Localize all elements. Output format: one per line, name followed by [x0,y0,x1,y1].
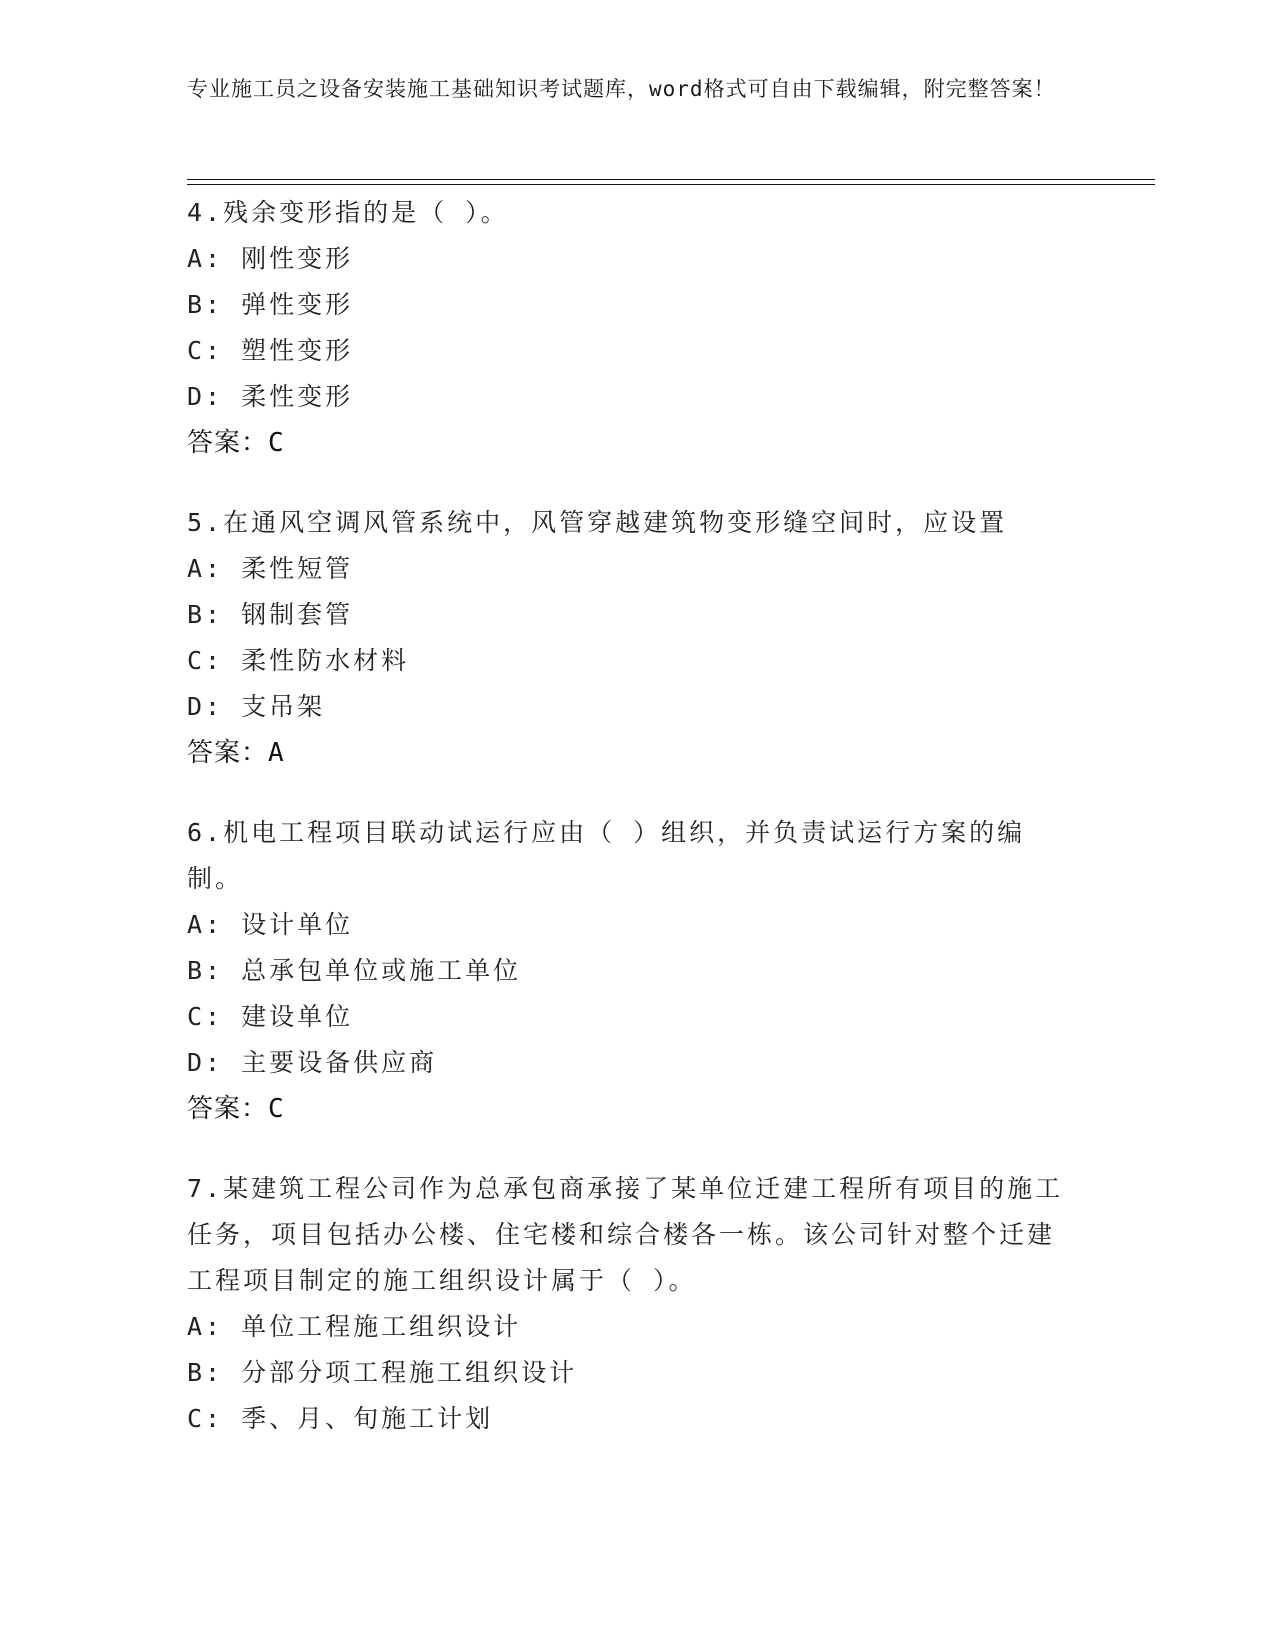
header-divider-bottom [187,184,1155,185]
option-b: B: 弹性变形 [187,290,354,319]
option-c: C: 塑性变形 [187,336,354,365]
question-6 [187,810,1067,1132]
question-7 [187,1166,1067,1442]
option-a: A: 刚性变形 [187,244,354,273]
question-stem: 4.残余变形指的是（ ）。 [187,198,509,227]
question-5 [187,500,1067,776]
header-divider-top [187,179,1155,180]
answer-text: 答案：C [187,1094,285,1124]
question-4 [187,190,1067,466]
option-c: C: 柔性防水材料 [187,646,410,675]
option-b: B: 总承包单位或施工单位 [187,956,522,985]
document-header: 专业施工员之设备安装施工基础知识考试题库，word格式可自由下载编辑，附完整答案！ [187,77,1056,101]
option-d: D: 柔性变形 [187,382,354,411]
option-c: C: 建设单位 [187,1002,354,1031]
question-stem: 7.某建筑工程公司作为总承包商承接了某单位迁建工程所有项目的施工任务，项目包括办公楼、住宅楼和综合楼各一栋。该公司针对整个迁建工程项目制定的施工组织设计属于（ ）。 [187,1174,1064,1295]
option-b: B: 钢制套管 [187,600,354,629]
option-d: D: 支吊架 [187,692,326,721]
question-list [187,190,1067,1476]
option-b: B: 分部分项工程施工组织设计 [187,1358,578,1387]
option-a: A: 单位工程施工组织设计 [187,1312,522,1341]
question-stem: 6.机电工程项目联动试运行应由（ ）组织，并负责试运行方案的编制。 [187,818,1026,893]
option-a: A: 柔性短管 [187,554,354,583]
option-c: C: 季、月、旬施工计划 [187,1404,494,1433]
question-stem: 5.在通风空调风管系统中，风管穿越建筑物变形缝空间时，应设置 [187,508,1008,537]
option-d: D: 主要设备供应商 [187,1048,438,1077]
answer-text: 答案：C [187,428,285,458]
option-a: A: 设计单位 [187,910,354,939]
answer-text: 答案：A [187,738,285,768]
